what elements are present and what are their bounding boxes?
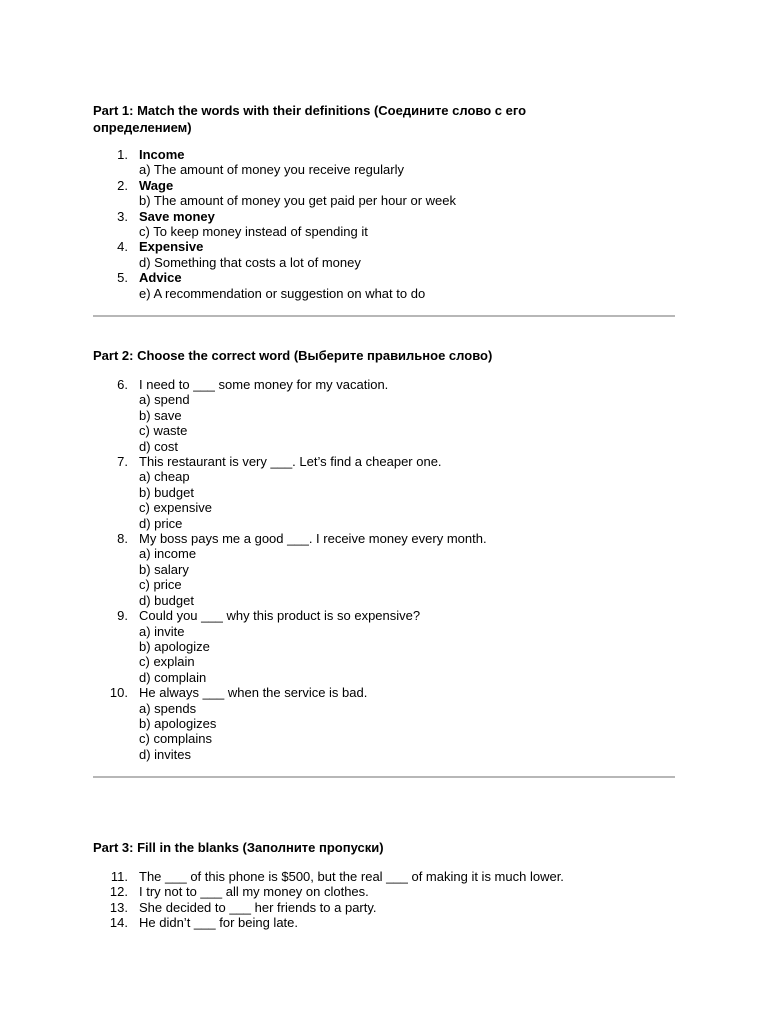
answer-option: d) invites [139, 746, 192, 762]
item-number: 3. [117, 208, 128, 224]
answer-option: b) budget [139, 484, 194, 500]
term-definition: a) The amount of money you receive regularly [139, 162, 404, 178]
part3-list [93, 869, 673, 931]
part2-item-7 [93, 454, 673, 531]
section-divider [93, 315, 675, 317]
item-number: 1. [117, 147, 128, 162]
part1-item-1 [93, 147, 673, 178]
part2-item-9 [93, 608, 673, 685]
question-text: He always ___ when the service is bad. [139, 685, 368, 701]
answer-option: d) price [139, 515, 183, 531]
answer-option: b) apologize [139, 638, 210, 654]
question-text: My boss pays me a good ___. I receive money every month. [139, 531, 487, 547]
part1-item-2 [93, 178, 673, 209]
part3-item-13 [93, 900, 673, 915]
part3-item-14 [93, 915, 673, 930]
item-number: 10. [109, 685, 128, 701]
part1-item-3 [93, 209, 673, 240]
part2-item-10 [93, 685, 673, 762]
answer-option: c) expensive [139, 500, 212, 516]
section-divider [93, 776, 675, 778]
item-number: 4. [117, 239, 128, 255]
term-word: Advice [139, 270, 182, 286]
part3-item-11 [93, 869, 673, 884]
answer-option: c) price [139, 577, 182, 593]
answer-option: d) cost [139, 438, 179, 454]
answer-option: d) budget [139, 592, 194, 608]
item-number: 5. [117, 270, 128, 286]
part2-item-6 [93, 377, 673, 454]
answer-option: b) apologizes [139, 715, 217, 731]
sentence-text: She decided to ___ her friends to a party. [139, 899, 377, 915]
part3-heading: Part 3: Fill in the blanks (Заполните пропуски) [93, 840, 384, 855]
answer-option: a) spends [139, 700, 197, 716]
part1-heading: Part 1: Match the words with their definitions (Соедините слово с его определением) [93, 103, 527, 135]
term-definition: e) A recommendation or suggestion on what to do [139, 285, 426, 301]
item-number: 14. [109, 915, 128, 931]
term-word: Save money [139, 208, 215, 224]
answer-option: c) waste [139, 423, 188, 439]
term-definition: d) Something that costs a lot of money [139, 254, 361, 270]
item-number: 9. [117, 608, 128, 624]
term-definition: b) The amount of money you get paid per hour or week [139, 193, 457, 209]
part1-item-5 [93, 270, 673, 301]
answer-option: a) invite [139, 623, 185, 639]
part1-item-4 [93, 239, 673, 270]
item-number: 6. [117, 377, 128, 392]
answer-option: a) income [139, 546, 197, 562]
item-number: 11. [110, 869, 128, 884]
term-word: Wage [139, 177, 174, 193]
item-number: 12. [109, 884, 128, 900]
question-text: Could you ___ why this product is so expensive? [139, 608, 421, 624]
sentence-text: He didn’t ___ for being late. [139, 915, 298, 931]
answer-option: c) explain [139, 654, 195, 670]
sentence-text: I try not to ___ all my money on clothes. [139, 884, 369, 900]
item-number: 13. [109, 899, 128, 915]
question-text: This restaurant is very ___. Let’s find a cheaper one. [139, 454, 442, 470]
part1-list [93, 147, 673, 301]
answer-option: c) complains [139, 731, 212, 747]
sentence-text: The ___ of this phone is $500, but the real ___ of making it is much lower. [139, 869, 564, 884]
part3-item-12 [93, 884, 673, 899]
answer-option: a) spend [139, 392, 190, 408]
part2-heading: Part 2: Choose the correct word (Выберите правильное слово) [93, 348, 493, 363]
answer-option: a) cheap [139, 469, 190, 485]
question-text: I need to ___ some money for my vacation. [139, 377, 389, 392]
answer-option: b) save [139, 407, 182, 423]
answer-option: b) salary [139, 561, 189, 577]
item-number: 2. [117, 177, 128, 193]
term-definition: c) To keep money instead of spending it [139, 224, 368, 240]
item-number: 8. [117, 531, 128, 547]
item-number: 7. [117, 454, 128, 470]
answer-option: d) complain [139, 669, 207, 685]
part2-item-8 [93, 531, 673, 608]
term-word: Income [139, 147, 185, 162]
term-word: Expensive [139, 239, 204, 255]
part2-list [93, 377, 673, 762]
